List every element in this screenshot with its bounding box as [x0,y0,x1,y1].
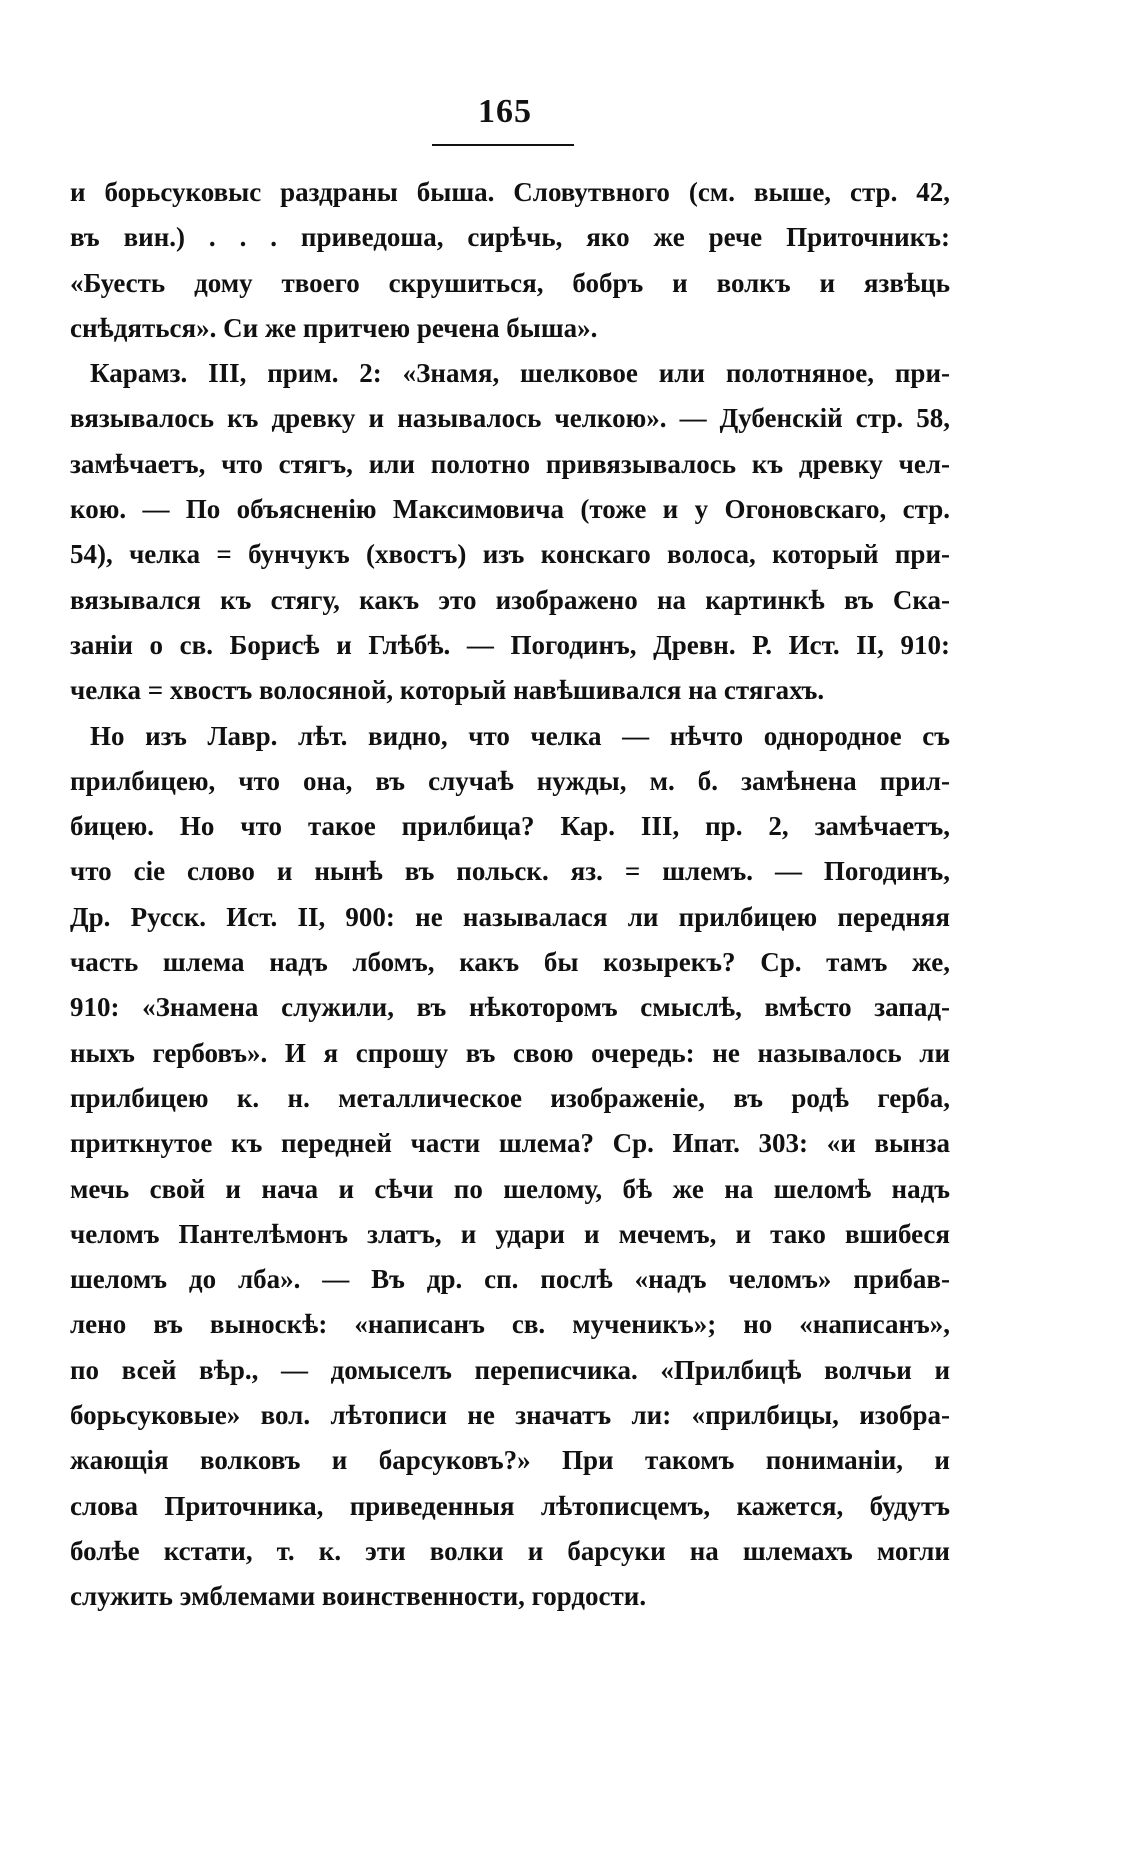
text-line: бицею. Но что такое прилбица? Кар. III, пр. 2, замѣчаетъ, [70,811,950,842]
text-line: служить эмблемами воинственности, гордости. [70,1581,647,1612]
text-line: шеломъ до лба». — Въ др. сп. послѣ «надъ челомъ» прибав- [70,1264,950,1295]
text-line: ныхъ гербовъ». И я спрошу въ свою очередь: не называлось ли [70,1037,950,1068]
text-line: въ вин.) . . . приведоша, сирѣчь, яко же рече Приточникъ: [70,222,950,253]
text-line: прилбицею к. н. металлическое изображеніе, въ родѣ герба, [70,1082,950,1113]
text-line: борьсуковые» вол. лѣтописи не значатъ ли: «прилбицы, изобра- [70,1400,950,1431]
text-line: 54), челка = бунчукъ (хвостъ) изъ конскаго волоса, который при- [70,539,950,570]
text-line: кою. — По объясненію Максимовича (тоже и у Огоновскаго, стр. [70,494,950,525]
text-line: заніи о св. Борисѣ и Глѣбѣ. — Погодинъ, Древн. Р. Ист. II, 910: [70,629,950,660]
text-line: челка = хвостъ волосяной, который навѣшивался на стягахъ. [70,675,825,706]
text-line: лено въ выноскѣ: «написанъ св. мученикъ»; но «написанъ», [70,1309,950,1340]
text-line: челомъ Пантелѣмонъ златъ, и удари и мечемъ, и тако вшибеся [70,1218,950,1249]
text-line: мечь свой и нача и сѣчи по шелому, бѣ же на шеломѣ надъ [70,1173,950,1204]
page-number: 165 [478,93,532,130]
text-line: Карамз. III, прим. 2: «Знамя, шелковое или полотняное, при- [90,358,950,389]
text-line: вязывалось къ древку и называлось челкою». — Дубенскій стр. 58, [70,403,950,434]
text-line: вязывался къ стягу, какъ это изображено на картинкѣ въ Ска- [70,584,950,615]
text-line: замѣчаетъ, что стягъ, или полотно привязывалось къ древку чел- [70,448,950,479]
text-line: 910: «Знамена служили, въ нѣкоторомъ смыслѣ, вмѣсто запад- [70,992,950,1023]
text-line: прилбицею, что она, въ случаѣ нужды, м. б. замѣнена прил- [70,765,950,796]
header-rule [432,144,574,146]
text-line: снѣдяться». Си же притчею речена быша». [70,312,598,343]
body-text [70,170,950,1620]
text-line: Но изъ Лавр. лѣт. видно, что челка — нѣчто однородное съ [90,720,950,751]
text-line: и борьсуковыс раздраны быша. Словутвного (см. выше, стр. 42, [70,177,950,207]
text-line: слова Приточника, приведенныя лѣтописцемъ, кажется, будутъ [70,1490,950,1521]
text-line: «Буесть дому твоего скрушиться, бобръ и волкъ и язвѣць [70,267,950,298]
text-line: по всей вѣр., — домыселъ переписчика. «Прилбицѣ волчьи и [70,1354,950,1385]
text-line: часть шлема надъ лбомъ, какъ бы козырекъ? Ср. тамъ же, [70,947,950,978]
text-line: приткнутое къ передней части шлема? Ср. Ипат. 303: «и вынза [70,1128,950,1159]
text-line: болѣе кстати, т. к. эти волки и барсуки на шлемахъ могли [70,1535,950,1566]
text-line: Др. Русск. Ист. II, 900: не называлася ли прилбицею передняя [70,901,950,932]
text-line: жающія волковъ и барсуковъ?» При такомъ пониманіи, и [70,1445,950,1476]
text-line: что сіе слово и нынѣ въ польск. яз. = шлемъ. — Погодинъ, [70,856,950,887]
